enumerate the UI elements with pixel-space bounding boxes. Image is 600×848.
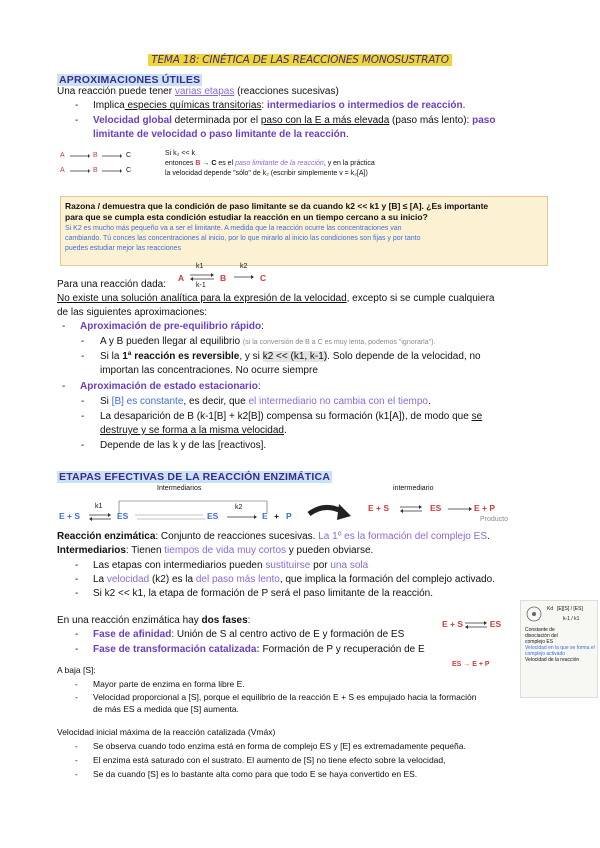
- pre-equilibrium-heading: Aproximación de pre-equilibrio rápido:: [80, 321, 264, 332]
- enzyme-icon: [525, 605, 543, 623]
- equilibrium-arrow-icon: [89, 512, 111, 522]
- limiting-step-note: Si k₂ << k entonces B → C es el paso limitante de la reacción, y en la práctica la velocidad depende "sólo" de k₂ (escribir simplemente v = k₂[A]): [165, 150, 375, 177]
- baja-s-heading: A baja [S]:: [57, 665, 96, 675]
- intermediarios-bullet-1: Las etapas con intermediarios pueden sustituirse por una sola: [93, 560, 369, 571]
- page-title: TEMA 18: CINÉTICA DE LAS REACCIONES MONOSUSTRATO: [0, 54, 600, 66]
- vmax-bullet-3: Se da cuando [S] es lo bastante alta como para que todo E se haya convertido en ES.: [93, 769, 418, 779]
- baja-s-bullet-2: Velocidad proporcional a [S], porque el equilibrio de la reacción E + S es empujado hacia la formación de más ES a medida que [S] aumenta.: [93, 692, 477, 714]
- para-una-reaccion: Para una reacción dada:: [57, 279, 166, 290]
- reaction-equilibrium-abc: A k1 k-1 B k2 C: [178, 263, 267, 289]
- vmax-bullet-2: El enzima está saturado con el sustrato. El aumento de [S] no tiene efecto sobre la velocidad,: [93, 755, 446, 765]
- reaccion-enzimatica-def: Reacción enzimática: Conjunto de reacciones sucesivas. La 1º es la formación del complejo ES.: [57, 531, 490, 542]
- bullet-velocidad-global: Velocidad global determinada por el paso con la E a más elevada (paso más lento): paso limitante de velocidad o paso limitante de la reacción.: [93, 115, 496, 140]
- enzyme-reaction-diagram: Intermediarios E + S k1 ES ES k2 E + P: [59, 485, 292, 521]
- reaction-diagram-abc: A B C A B C: [60, 152, 132, 174]
- side-eq-affinity: E + S ES: [442, 619, 502, 629]
- enzyme-reaction-diagram-simplified: intermediario E + S ES E + P Producto: [368, 485, 509, 523]
- intermediarios-def: Intermediarios: Tienen tiempos de vida muy cortos y pueden obviarse.: [57, 545, 374, 556]
- equilibrium-arrow-icon: [465, 620, 487, 630]
- fase-afinidad: Fase de afinidad: Unión de S al centro activo de E y formación de ES: [93, 629, 405, 640]
- arrow-icon: [448, 506, 472, 512]
- vmax-heading: Velocidad inicial máxima de la reacción catalizada (Vmáx): [57, 727, 276, 737]
- section-heading-aproximaciones: APROXIMACIONES ÚTILES: [59, 74, 201, 86]
- intermediarios-bullet-3: Si k2 << k1, la etapa de formación de P será el paso limitante de la reacción.: [93, 588, 434, 599]
- arrow-icon: [227, 514, 257, 520]
- equilibrium-chain-icon: [135, 512, 205, 522]
- bullet-implica: Implica especies químicas transitorias: intermediarios o intermedios de reacción.: [93, 100, 466, 111]
- steady-state-bullet-2: La desaparición de B (k-1[B] + k2[B]) compensa su formación (k1[A]), de modo que se destruye y se forma a la misma velocidad.: [100, 411, 483, 436]
- section-heading-etapas: ETAPAS EFECTIVAS DE LA REACCIÓN ENZIMÁTICA: [59, 471, 331, 483]
- side-eq-transformation: ES → E + P: [452, 661, 490, 668]
- question-box: Razona / demuestra que la condición de paso limitante se da cuando k2 << k1 y [B] ≤ [A]. ¿Es importante para que se cumpla esta condición estudiar la reacción en un tiempo cercano a su inicio? Si K2 es mucho más pequeño va a ser el limitante. A medida que la reacción ocurre las concentraciones van cambiando. Tú conces las concentraciones al inicio, por lo que mirarlo al inicio las condiciones son fijas y por tanto puedes estudiar mejor las reacciones: [60, 196, 548, 266]
- arrow-icon: [234, 274, 254, 280]
- no-analytic-solution: No existe una solución analítica para la expresión de la velocidad, excepto si se cumple cualquiera de las siguientes aproximaciones:: [57, 293, 495, 318]
- equilibrium-arrow-icon: [400, 504, 422, 514]
- bullet-dash: -: [75, 100, 79, 111]
- pre-eq-bullet-1: A y B pueden llegar al equilibrio (si la conversión de B a C es muy lenta, podemos "ignorarla").: [100, 336, 436, 347]
- fase-transformacion: Fase de transformación catalizada: Formación de P y recuperación de E: [93, 644, 425, 655]
- baja-s-bullet-1: Mayor parte de enzima en forma libre E.: [93, 679, 245, 689]
- arrow-icon: [102, 152, 122, 160]
- document-page: TEMA 18: CINÉTICA DE LAS REACCIONES MONOSUSTRATO APROXIMACIONES ÚTILES Una reacción puede tener varias etapas (reacciones sucesivas) - Implica especies químicas transitorias: intermediarios o intermedios de reacción. - Velocidad global determinada por el paso con la E a más elevada (paso más lento): paso limitante de velocidad o paso limitante de la reacción. A B C A B C Si k₂ << k entonces B → C es el paso limitante de la reacción, y en la práctica la velocidad depende "sólo" de k₂ (escribir simplemente v = k₂[A]) Razona / demuestra que la condición de paso limitante se da cuando k2 << k1 y [B] ≤ [A]. ¿Es importante para que se cumpla esta condición estudiar la reacción en un tiempo cercano a su inicio? Si K2 es mucho más pequeño va a ser el limitante. A medida que la reacción ocurre las concentraciones van cambiando. Tú conces las concentraciones al inicio, por lo que mirarlo al inicio las condiciones son fijas y por tanto puedes estudiar mejor las reacciones Para una reacción dada: A k1 k-1 B k2 C No existe una solución analítica para la expresión de la velocidad, excepto si se cumple cualquiera de las siguientes aproximaciones: - Aproximación de pre-equilibrio rápido: - A y B pueden llegar al equilibrio (si la conversión de B a C es muy lenta, podemos "ignorarla"). - Si la 1ª reacción es reversible, y si k2 << (k1, k-1). Solo depende de la velocidad, no importan las concentraciones. No ocurre siempre - Aproximación de estado estacionario: - Si [B] es constante, es decir, que el intermediario no cambia con el tiempo. - La desaparición de B (k-1[B] + k2[B]) compensa su formación (k1[A]), de modo que se destruye y se forma a la misma velocidad. - Depende de las k y de las [reactivos]. ETAPAS EFECTIVAS DE LA REACCIÓN ENZIMÁTICA Intermediarios E + S k1 ES ES k2 E + P intermediario E + S ES E + P Producto Reacción enzimática: Conjunto de reacciones sucesivas. La 1º es la formación del complejo ES. Intermediarios: Tienen tiempos de vida muy cortos y pueden obviarse. - Las etapas con intermediarios pueden sustituirse por una sola - La velocidad (k2) es la del paso más lento, que implica la formación del complejo activado. - Si k2 << k1, la etapa de formación de P será el paso limitante de la reacción. En una reacción enzimática hay dos fases: - Fase de afinidad: Unión de S al centro activo de E y formación de ES - Fase de transformación catalizada: Formación de P y recuperación de E E + S ES ES → E + P Kd [E][S] / [ES] k-1 / k1 Constante de disociación del complejo ES Velocidad en la que se forma el complejo activado Velocidad de la reacción A baja [S]: - Mayor parte de enzima en forma libre E. - Velocidad proporcional a [S], porque el equilibrio de la reacción E + S es empujado hacia la formación de más ES a medida que [S] aumenta. Velocidad inicial máxima de la reacción catalizada (Vmáx) - Se observa cuando todo enzima está en forma de complejo ES y [E] es extremadamente pequeña. - El enzima está saturado con el sustrato. El aumento de [S] no tiene efecto sobre la velocidad, - Se da cuando [S] es lo bastante alta como para que todo E se haya convertido en ES.: [0, 0, 600, 848]
- curved-arrow-icon: [305, 500, 353, 528]
- bullet-dash: -: [75, 115, 79, 126]
- arrow-icon: [70, 167, 90, 175]
- intro-line: Una reacción puede tener varias etapas (reacciones sucesivas): [57, 86, 339, 97]
- arrow-icon: [70, 152, 90, 160]
- pre-eq-bullet-2: Si la 1ª reacción es reversible, y si k2 << (k1, k-1). Solo depende de la velocidad, no importan las concentraciones. No ocurre siempre: [100, 351, 481, 376]
- notes-thumbnail: Kd [E][S] / [ES] k-1 / k1 Constante de disociación del complejo ES Velocidad en la que se forma el complejo activado Velocidad de la reacción: [520, 600, 598, 698]
- dos-fases-intro: En una reacción enzimática hay dos fases:: [57, 615, 251, 626]
- steady-state-bullet-1: Si [B] es constante, es decir, que el intermediario no cambia con el tiempo.: [100, 396, 431, 407]
- vmax-bullet-1: Se observa cuando todo enzima está en forma de complejo ES y [E] es extremadamente pequeña.: [93, 741, 466, 751]
- intermediarios-bullet-2: La velocidad (k2) es la del paso más lento, que implica la formación del complejo activado.: [93, 574, 495, 585]
- steady-state-bullet-3: Depende de las k y de las [reactivos].: [100, 440, 267, 451]
- steady-state-heading: Aproximación de estado estacionario:: [80, 381, 261, 392]
- arrow-icon: [102, 167, 122, 175]
